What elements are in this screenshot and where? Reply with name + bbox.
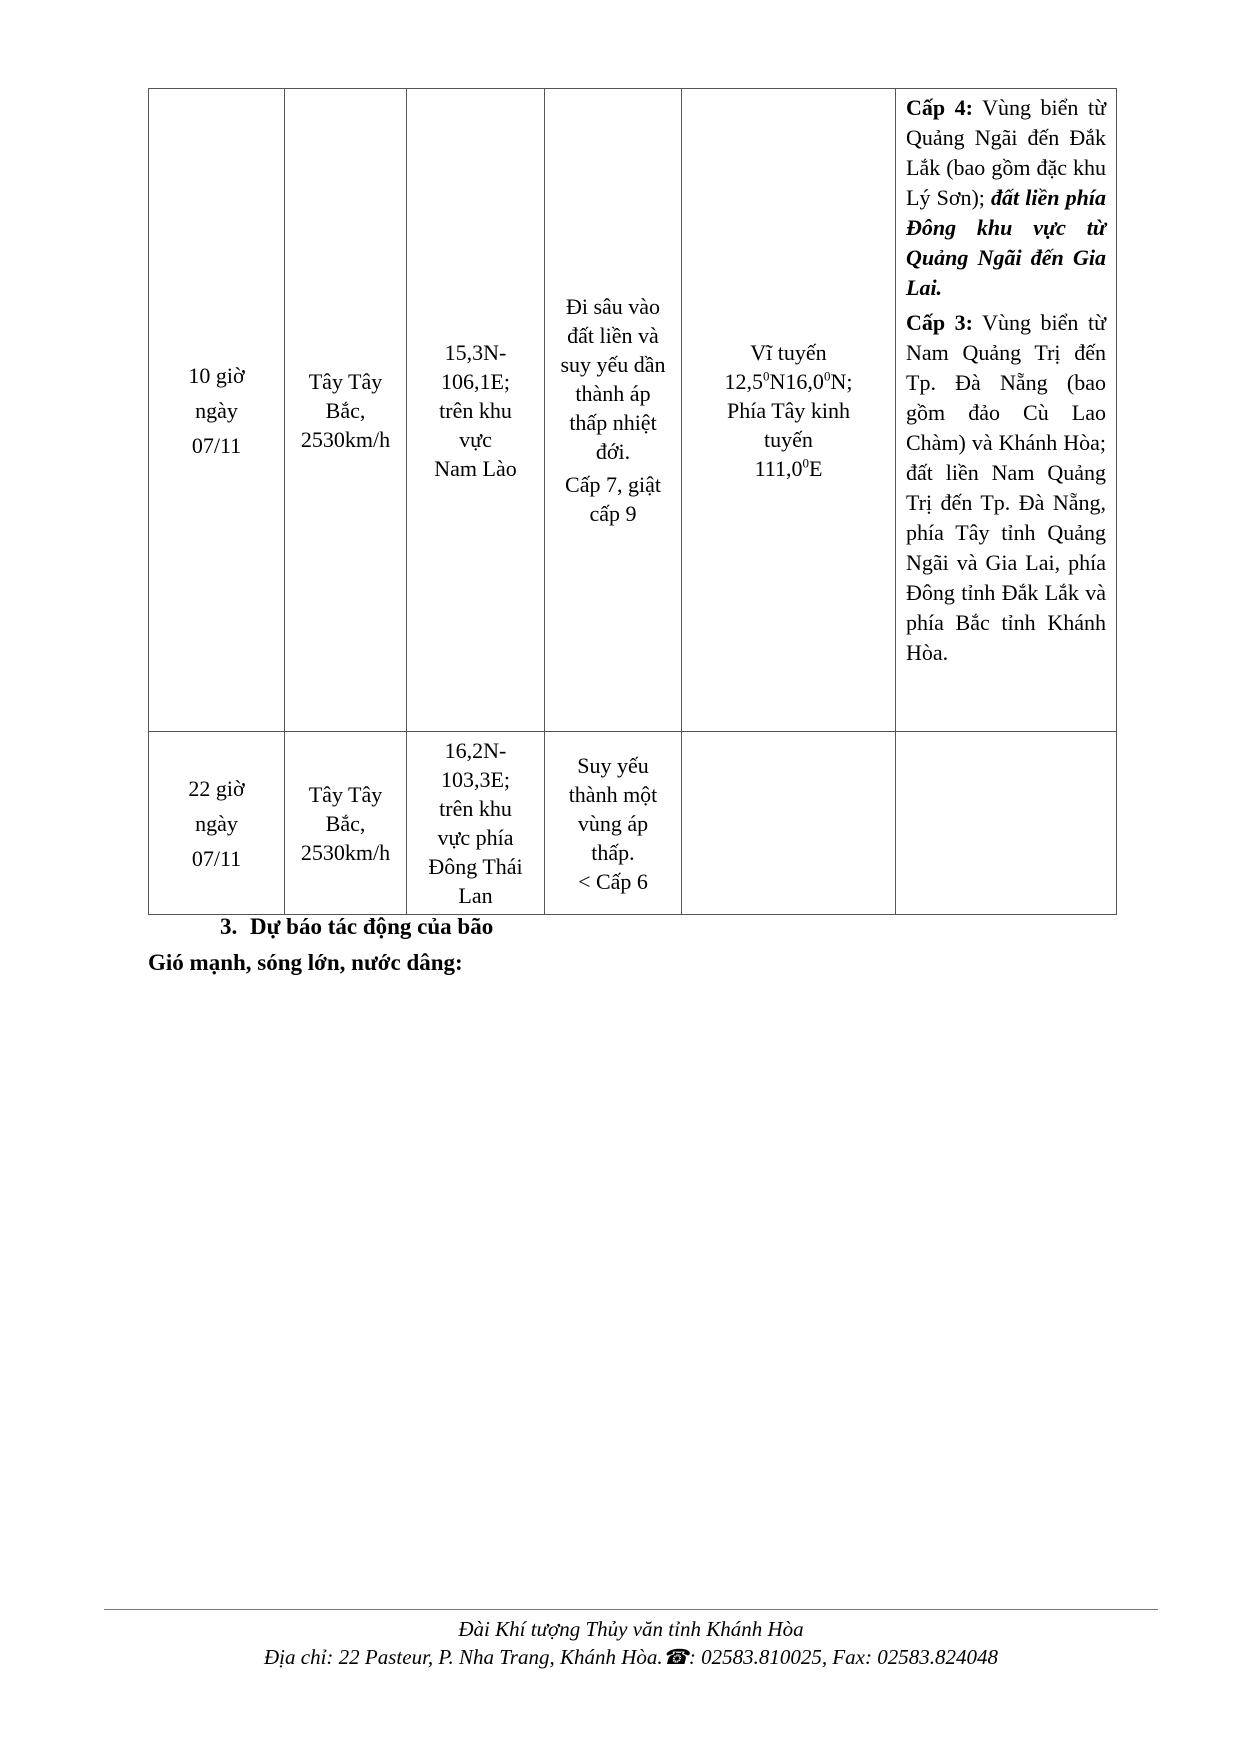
risk-level-4: Cấp 4: Vùng biển từ Quảng Ngãi đến Đắk Lắk (bao gồm đặc khu Lý Sơn); đất liền phía Đông khu vực từ Quảng Ngãi đến Gia Lai.: [906, 95, 1106, 300]
time-cell: 10 giờ ngày 07/11: [149, 89, 285, 732]
danger-zone-cell: Vĩ tuyến 12,5$^0$N16,0$^0$N; Phía Tây kinh tuyến 111,0$^0$E: [682, 89, 896, 732]
section-subheading: Gió mạnh, sóng lớn, nước dâng:: [148, 950, 463, 975]
time-cell: 22 giờ ngày 07/11: [149, 732, 285, 915]
position-cell: 16,2N- 103,3E; trên khu vực phía Đông Thái Lan: [407, 732, 545, 915]
table-row: [149, 732, 1117, 915]
direction-cell: Tây Tây Bắc, 2530km/h: [285, 89, 407, 732]
position-cell: 15,3N- 106,1E; trên khu vực Nam Lào: [407, 89, 545, 732]
footer-organization: Đài Khí tượng Thủy văn tỉnh Khánh Hòa: [458, 1617, 804, 1641]
direction-cell: Tây Tây Bắc, 2530km/h: [285, 732, 407, 915]
forecast-table: [148, 88, 1117, 915]
intensity-cell: Đi sâu vào đất liền và suy yếu dần thành áp thấp nhiệt đới. Cấp 7, giật cấp 9: [545, 89, 682, 732]
table-row: [149, 89, 1117, 732]
phone-icon: ☎: [662, 1645, 689, 1669]
latitude-range: 12,5$^0$N16,0$^0$N;: [724, 368, 853, 394]
danger-zone-cell: [682, 732, 896, 915]
intensity-cell: Suy yếu thành một vùng áp thấp. < Cấp 6: [545, 732, 682, 915]
risk-level-3: Cấp 3: Vùng biển từ Nam Quảng Trị đến Tp. Đà Nẵng (bao gồm đảo Cù Lao Chàm) và Khánh Hòa; đất liền Nam Quảng Trị đến Tp. Đà Nẵng, phía Tây tỉnh Quảng Ngãi và Gia Lai, phía Đông tỉnh Đắk Lắk và phía Bắc tỉnh Khánh Hòa.: [906, 310, 1106, 665]
risk-level-cell: [896, 89, 1117, 732]
footer-contact: Địa chỉ: 22 Pasteur, P. Nha Trang, Khánh Hòa.☎: 02583.810025, Fax: 02583.824048: [264, 1645, 998, 1669]
longitude: 111,0$^0$E: [754, 455, 823, 481]
section-heading: 3. Dự báo tác động của bão: [220, 914, 494, 939]
risk-level-cell: [896, 732, 1117, 915]
footer-divider: [104, 1609, 1158, 1610]
